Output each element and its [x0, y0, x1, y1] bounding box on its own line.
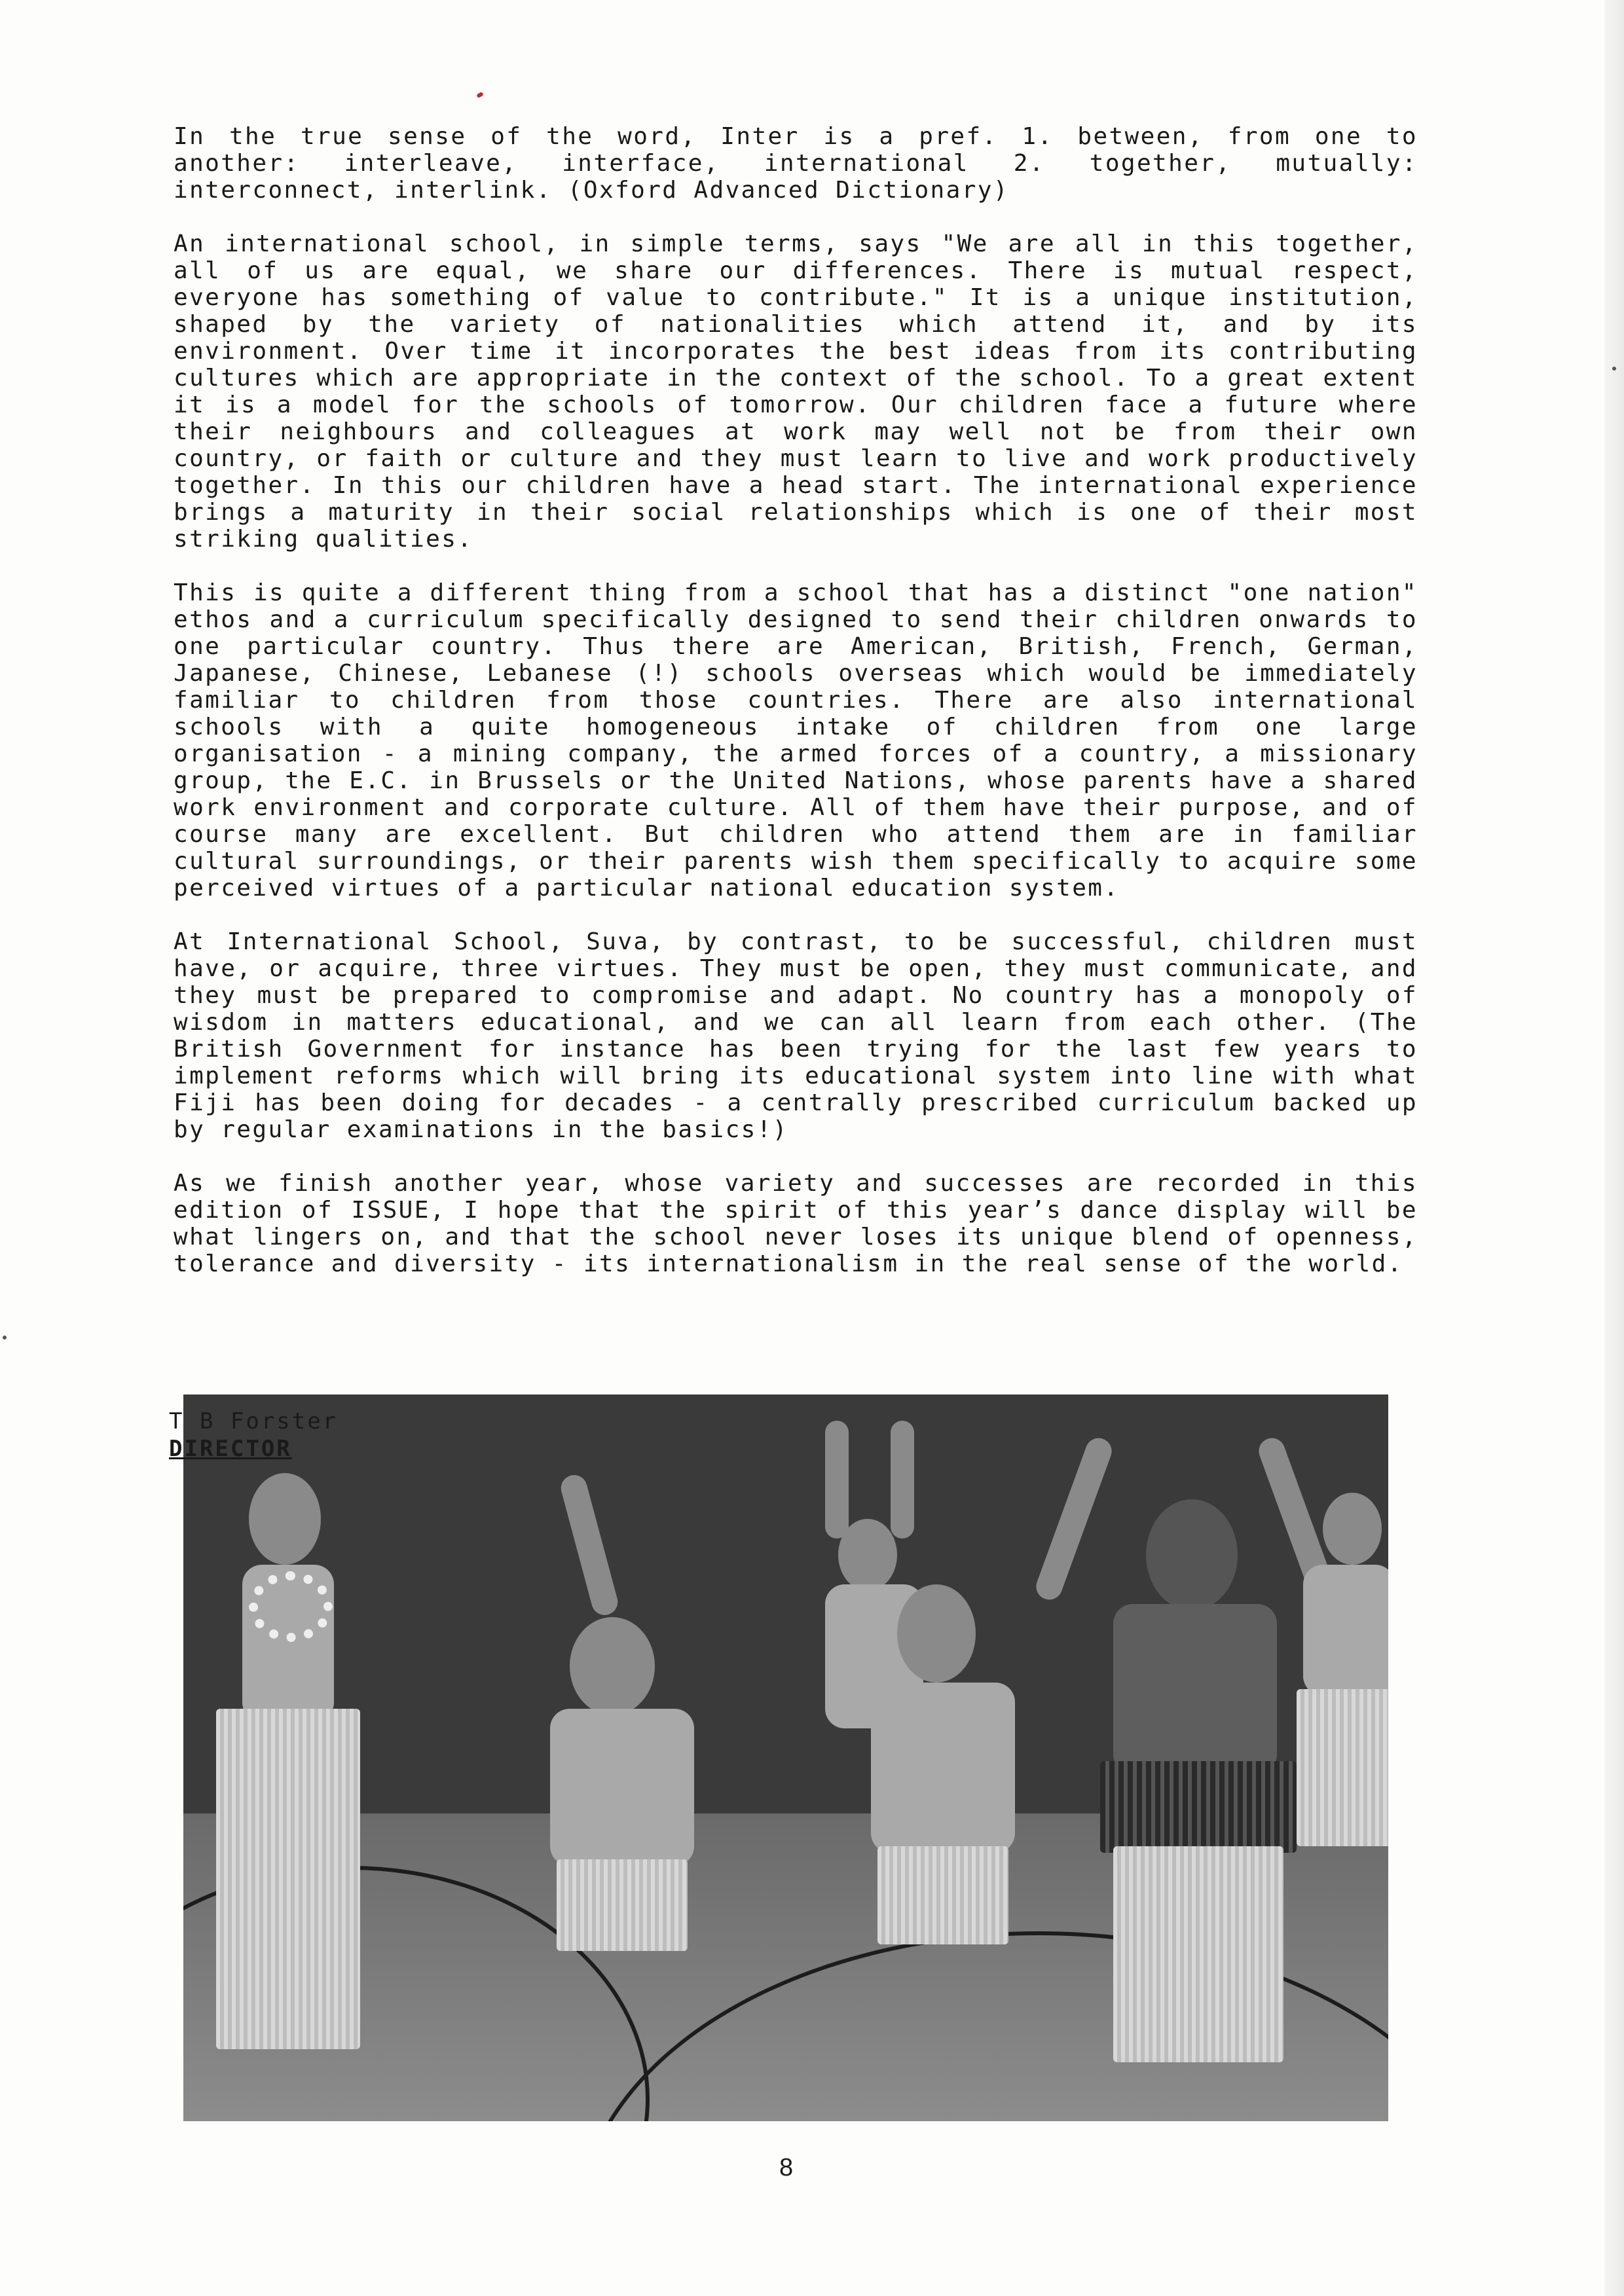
signature-title: DIRECTOR	[169, 1436, 292, 1462]
dance-display-photo	[183, 1394, 1388, 2121]
paragraph-closing: As we finish another year, whose variety and successes are recorded in this edition of ISSUE, I hope that the spirit of this year’s dance display will be what lingers on, and that the school never loses its unique blend of openness, tolerance and diversity - its internationalism in the real sense of the world.	[174, 1170, 1418, 1277]
paragraph-definition: In the true sense of the word, Inter is a pref. 1. between, from one to another: interleave, interface, international 2. together, mutually: interconnect, interlink. (Oxford Advanced Dictionary)	[174, 123, 1418, 204]
page-number: 8	[779, 2154, 794, 2181]
signature-block	[169, 1408, 338, 1463]
signature-name: T B Forster	[169, 1408, 339, 1434]
ink-fleck	[476, 92, 484, 98]
article-body	[174, 123, 1418, 1304]
paragraph-one-nation: This is quite a different thing from a school that has a distinct "one nation" ethos and a curriculum specifically designed to send their children onwards to one particular country. Thus there are American, British, French, German, Japanese, Chinese, Lebanese (!) schools overseas which would be immediately familiar to children from those countries. There are also international schools with a quite homogeneous intake of children from one large organisation - a mining company, the armed forces of a country, a missionary group, the E.C. in Brussels or the United Nations, whose parents have a shared work environment and corporate culture. All of them have their purpose, and of course many are excellent. But children who attend them are in familiar cultural surroundings, or their parents wish them specifically to acquire some perceived virtues of a particular national education system.	[174, 579, 1418, 902]
scan-speck	[3, 1336, 7, 1339]
page-edge-shadow	[1604, 0, 1624, 2296]
scan-speck	[1612, 367, 1616, 371]
paragraph-three-virtues: At International School, Suva, by contrast, to be successful, children must have, or acquire, three virtues. They must be open, they must communicate, and they must be prepared to compromise and adapt. No country has a monopoly of wisdom in matters educational, and we can all learn from each other. (The British Government for instance has been trying for the last few years to implement reforms which will bring its educational system into line with what Fiji has been doing for decades - a centrally prescribed curriculum backed up by regular examinations in the basics!)	[174, 928, 1418, 1143]
paragraph-international-school: An international school, in simple terms, says "We are all in this together, all of us are equal, we share our differences. There is mutual respect, everyone has something of value to contribute." It is a unique institution, shaped by the variety of nationalities which attend it, and by its environment. Over time it incorporates the best ideas from its contributing cultures which are appropriate in the context of the school. To a great extent it is a model for the schools of tomorrow. Our children face a future where their neighbours and colleagues at work may well not be from their own country, or faith or culture and they must learn to live and work productively together. In this our children have a head start. The international experience brings a maturity in their social relationships which is one of their most striking qualities.	[174, 230, 1418, 553]
